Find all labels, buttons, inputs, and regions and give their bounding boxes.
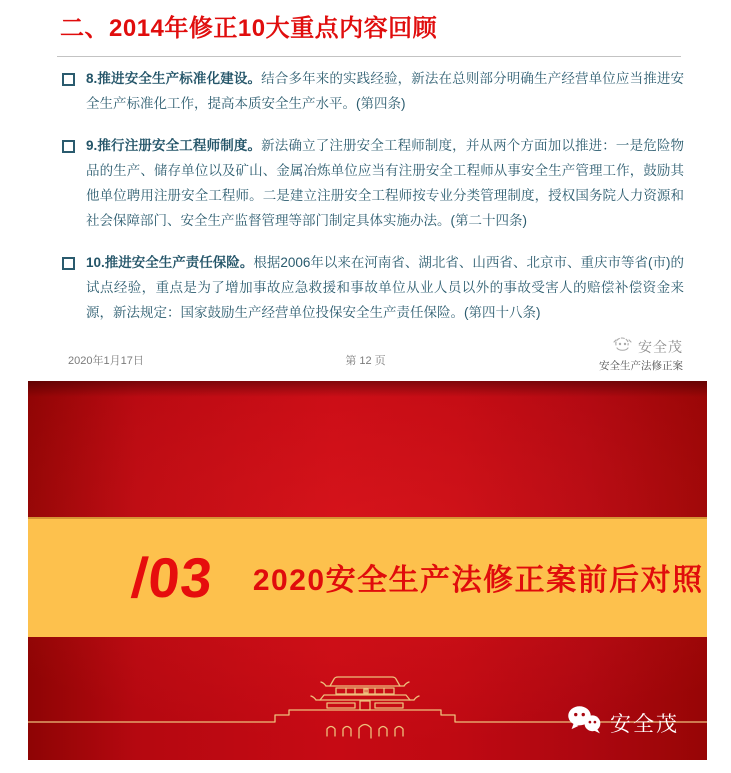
bullet-body: 结合多年来的实践经验，新法在总则部分明确生产经营单位应当推进安全生产标准化工作，提高本质安全生产水平。(第四条) — [86, 71, 685, 111]
gold-title-band — [28, 517, 707, 637]
bullet-lead: 10.推进安全生产责任保险。 — [86, 255, 254, 270]
title-divider — [57, 56, 681, 57]
footer-page-number: 第 12 页 — [345, 355, 386, 367]
slide-title: 二、2014年修正10大重点内容回顾 — [60, 15, 438, 42]
slide-2014-review — [0, 0, 731, 376]
section-number: /03 — [129, 545, 216, 609]
square-bullet-icon — [62, 73, 75, 86]
bullet-list — [62, 66, 684, 342]
brand-name: 安全茂 — [610, 712, 679, 736]
bullet-body: 新法确立了注册安全工程师制度，并从两个方面加以推进：一是危险物品的生产、储存单位以及矿山、金属冶炼单位应当有注册安全工程师从事安全生产管理工作，鼓励其他单位聘用注册安全工程师。二是建立注册安全工程师按专业分类管理制度，授权国务院人力资源和社会保障部门、安全生产监督管理等部门制定具体实施办法。(第二十四条) — [86, 138, 685, 228]
list-item — [62, 250, 684, 325]
brand-name: 安全茂 — [638, 338, 683, 355]
wechat-icon — [566, 705, 603, 740]
square-bullet-icon — [62, 257, 75, 270]
bullet-text — [86, 250, 684, 325]
section-title: 2020安全生产法修正案前后对照 — [252, 564, 704, 597]
list-item — [62, 133, 684, 233]
footer-date: 2020年1月17日 — [68, 355, 144, 367]
square-bullet-icon — [62, 140, 75, 153]
bullet-lead: 9.推行注册安全工程师制度。 — [86, 138, 262, 153]
slide-footer — [0, 336, 731, 372]
bullet-body: 根据2006年以来在河南省、湖北省、山西省、北京市、重庆市等省(市)的试点经验，重点是为了增加事故应急救援和事故单位从业人员以外的事故受害人的赔偿补偿资金来源，新法规定：国家鼓励生产经营单位投保安全生产责任保险。(第四十八条) — [86, 255, 684, 320]
bullet-text — [86, 66, 684, 116]
bullet-lead: 8.推进安全生产标准化建设。 — [86, 71, 262, 86]
sketch-face-icon — [612, 336, 634, 357]
list-item — [62, 66, 684, 116]
bottom-brandmark — [566, 705, 679, 740]
bullet-text — [86, 133, 684, 233]
slide-section-divider — [28, 381, 707, 760]
brand-subtitle: 安全生产法修正案 — [599, 360, 683, 372]
footer-brandmark — [599, 336, 683, 373]
